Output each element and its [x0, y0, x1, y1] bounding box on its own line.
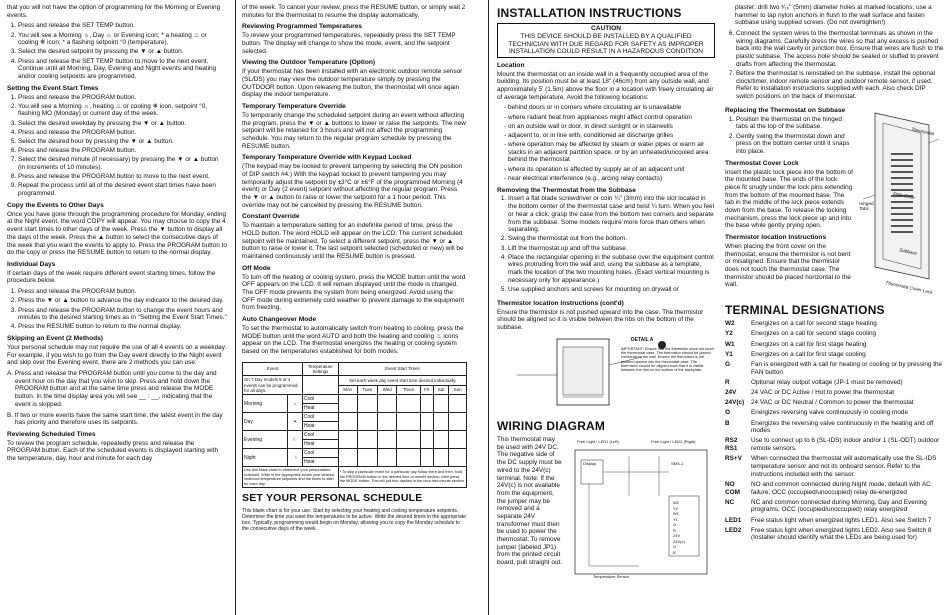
terminal-row	[725, 481, 945, 496]
terminal-description: Free status light when energized lights LED1. Also see Switch 7	[751, 516, 932, 524]
table-cell[interactable]	[449, 449, 467, 467]
section-heading: Removing the Thermostat from the Subbase	[497, 186, 636, 194]
terminal-label: G	[673, 522, 677, 528]
list-item: 7. Select the desired minute (if necessary) by pressing the ▼ or ▲ button (in increments of 10 minutes).	[18, 156, 227, 171]
paragraph: plaster; drill two ³⁄₁₆" (5mm) diameter holes at marked locations; use a hammer to tap nylon anchors in flush to the wall surface and fasten subbase using supplied screws. (Do not overtighten!)	[735, 4, 932, 27]
terminal-key: Y1	[725, 350, 733, 358]
intro-text: that you will not have the option of programming for the Morning or Evening events.	[7, 4, 221, 19]
section-heading: Reviewing Programmed Temperatures	[242, 23, 363, 31]
list-item: 3. Lift the thermostat up and off the subbase.	[508, 245, 715, 253]
wiring-text: This thermostat may be used with 24V DC. The negative side of the DC supply must be wired to the 24V(c) terminal. Note: If the 24V(c) is not available from the equipment, the jumper may be removed and a separate 24V transformer must then be used to power the thermostat. To remove jumper (labeled JP1) from the printed circuit board, pull straight out.	[497, 436, 563, 567]
column-4	[725, 4, 945, 612]
detail-text: IMPORTANT: Ensure that the thermistor does not touch the thermostat case. The thermistor should be placed horizontal to the wall. Ensure the thermistor is not pushed upward into the thermostat case. The thermistor should be aligned such that it is visible between the ribs on the bottom of the backplate.	[621, 346, 715, 373]
table-cell: Cool	[302, 413, 338, 422]
table-footnote: Use this blank chart to determine your personalized schedule. Write in the appropriate boxes your desired heat/cool temperature setpoints and the times to start for each day.	[243, 467, 339, 488]
list-item: 4. Press and release the SET TEMP button to move to the next event. Continue until all Morning, Day, Evening and Night events and heating and/or cooling setpoints are programmed.	[18, 58, 227, 81]
paragraph: To maintain a temperature setting for an indefinite period of time, press the HOLD button. The word HOLD will appear on the LCD. The current scheduled setpoint will be maintained. To select a different setpoint, press the ▼ or ▲ button to raise or lower it. The last setpoint selected (scheduled or new) will be maintained continuously until the RESUME button is pressed.	[242, 222, 464, 261]
terminal-label: W1	[673, 511, 679, 517]
terminal-key: 24V	[725, 388, 737, 396]
terminal-label: 24V	[673, 533, 681, 539]
terminal-label: R	[673, 527, 676, 533]
list-item: 2. Press the ▼ or ▲ button to advance the day indicator to the desired day.	[18, 297, 227, 305]
detail-a-figure	[497, 335, 715, 417]
paragraph: When placing the front cover on the thermostat, ensure the thermistor is not bent or misaligned. Ensure that the thermistor does not touch the thermostat case. The thermistor should be placed horizontal to the wall.	[725, 242, 851, 289]
section-heading: Temporary Temperature Override	[242, 103, 346, 110]
section-heading: Auto Changeover Mode	[242, 316, 316, 324]
terminal-description: When connected the thermostat will automatically use the SL-IDS temperature sensor and not its onboard sensor. Refer to the instructions included with the sensor.	[751, 455, 937, 478]
start-time-steps	[7, 94, 227, 198]
table-note: Set each week day event start time desired individually	[338, 376, 466, 385]
day-header: Fri	[420, 385, 433, 394]
terminal-row	[725, 379, 945, 387]
paragraph: Your personal schedule may not require the use of all 4 events on a weekday. For example, if you wish to go from the Day event directly to the Night event and skip over the Evening event, there are 2 methods you can use:	[7, 344, 227, 367]
day-header: Wed	[378, 385, 397, 394]
table-cell[interactable]	[420, 413, 433, 431]
table-header: Event	[243, 362, 303, 376]
list-item: 1. Press and release the PROGRAM button.	[18, 288, 227, 296]
terminal-label: W2	[673, 500, 679, 506]
list-item: 4. Press and release the PROGRAM button.	[18, 129, 227, 137]
terminal-description: Energizes reversing valve continuously in cooling mode	[751, 409, 909, 417]
day-header: Tues	[357, 385, 377, 394]
paragraph: To set the thermostat to automatically switch from heating to cooling, press the MODE button until the word AUTO and both the heating and cooling ♨ icons appear on the LCD. The thermostat energizes the heating or cooling system based on the temperatures established for both modes.	[242, 324, 464, 356]
table-cell[interactable]	[357, 431, 377, 449]
terminal-label: 24V(c)	[673, 538, 685, 544]
event-name: Evening	[243, 431, 288, 449]
paragraph: Ensure the thermistor is not pushed upward into the case. The thermistor should be aligned so it is visible between the ribs on the bottom of the subbase.	[497, 308, 704, 331]
list-item: 9. Repeat the process until all of the desired event start times have been programmed.	[18, 182, 227, 197]
terminal-row	[725, 361, 945, 376]
paragraph: A. Press and release the PROGRAM button until you come to the day and event hour on the day that you wish to skip. Press and hold down the PROGRAM button and at the same time press and release the MODE button. In the time display area you will see __ : __, indicating that the event is skipped.	[7, 370, 217, 408]
list-item: 6. Press and release the PROGRAM button.	[18, 147, 227, 155]
table-cell[interactable]	[449, 395, 467, 413]
section-heading: Off Mode	[242, 264, 271, 272]
list-item: 5. Use supplied anchors and screws for mounting on drywall or	[508, 286, 715, 294]
terminal-label: O	[673, 544, 677, 550]
terminal-description: Fan is energized with a call for heating or cooling or by pressing the FAN button	[751, 360, 943, 376]
paragraph: If certain days of the week require different event starting times, follow the procedure below.	[7, 269, 216, 285]
paragraph: of the week. To cancel your review, press the RESUME button, or simply wait 2 minutes for the thermostat to resume the display automatically.	[242, 4, 466, 19]
table-cell[interactable]	[433, 395, 449, 413]
terminal-key: NC	[725, 498, 735, 506]
section-heading: Constant Override	[242, 213, 300, 221]
table-cell: Heat	[302, 404, 338, 413]
terminal-row	[725, 455, 945, 478]
list-item: 7. Before the thermostat is reinstalled on the subbase, install the optional clock/timer, indoor remote sensor and outdoor remote sensor, if used. Refer to installation instructions supplied with each. Also check DIP switch positions on the back of thermostat.	[736, 70, 945, 101]
diagram-label: SMS-1	[671, 461, 684, 467]
list-item: 2. You will see a Morning ☼, heating ♨ or cooling ❄ icon, setpoint °0, flashing MO (Monday) or current day of the week.	[18, 103, 227, 118]
terminal-key: RS+V	[725, 455, 742, 463]
section-title: INSTALLATION INSTRUCTIONS	[497, 6, 682, 20]
paragraph: To review your programmed temperatures, repeatedly press the SET TEMP button. The display will change to show the mode, event, and the setpoint selected.	[242, 32, 456, 55]
diagram-label: Display	[583, 461, 597, 467]
section-heading: Thermostat Cover Lock	[725, 159, 799, 167]
section-heading: Temporary Temperature Override with Keypad Locked	[242, 154, 412, 162]
list-item: 2. Gently swing the thermostat down and press on the bottom center until it snaps into place.	[736, 133, 853, 156]
table-cell[interactable]	[433, 413, 449, 431]
caution-title: CAUTION	[590, 25, 622, 33]
terminal-row	[725, 341, 945, 349]
terminal-description: Energizes on a call for second stage cooling	[751, 330, 877, 338]
install-steps	[725, 30, 945, 101]
event-name: Morning	[243, 395, 288, 413]
terminal-description: 24 VAC or DC Neutral / Common to power the thermostat	[751, 399, 914, 407]
subbase-figure	[859, 103, 945, 301]
column-1	[7, 4, 227, 612]
avoid-list	[497, 104, 715, 182]
sun-icon: ☀	[287, 413, 302, 431]
table-cell: Heat	[302, 440, 338, 449]
table-cell	[302, 376, 338, 395]
caution-text: THIS DEVICE SHOULD BE INSTALLED BY A QUALIFIED TECHNICIAN WITH DUE REGARD FOR SAFETY AS IMPROPER INSTALLATION COULD RESULT IN A HAZARDOUS CONDITION	[508, 32, 704, 56]
list-item: 5. Select the desired hour by pressing the ▼ or ▲ button.	[18, 138, 227, 146]
wiring-section	[497, 436, 715, 606]
table-cell[interactable]	[338, 413, 357, 431]
list-item: 1. Press and release the PROGRAM button.	[18, 94, 227, 102]
column-divider	[488, 0, 489, 615]
terminal-label: Y2	[673, 505, 678, 511]
section-heading: Individual Days	[7, 260, 56, 268]
list-item: 8. Press and release the PROGRAM button to move to the next event.	[18, 173, 227, 181]
diagram-label: Temperature Sensor	[593, 574, 630, 580]
table-cell[interactable]	[420, 431, 433, 449]
table-cell: Cool	[302, 395, 338, 404]
terminal-key: NO COM	[725, 480, 740, 496]
section-heading: Setting the Event Start Times	[7, 84, 99, 92]
table-header: Temperature Settings	[302, 362, 338, 376]
paragraph: Once you have gone through the programming procedure for Monday, ending at the Night event, the word COPY will appear. You may choose to copy the 4 event start times to other days of the week. Press the ▼ button to display all the days of the week. Press the ▲ button to select the consecutive days of the week that you want the events to apply to. Press the PROGRAM button to do the copy or press the RESUME button to return to the normal display.	[7, 210, 227, 257]
terminal-row	[725, 517, 945, 525]
removing-steps	[497, 195, 715, 293]
schedule-table	[242, 362, 467, 489]
terminal-list	[725, 320, 945, 542]
list-item: 4. Press the RESUME button to return to the normal display.	[18, 323, 227, 331]
list-item: 3. Press and release the PROGRAM button to change the event hours and minutes to the desired starting times as in "Setting the Event Start Times."	[18, 307, 227, 322]
table-cell[interactable]	[338, 395, 357, 413]
day-header: Sun	[449, 385, 467, 394]
list-item: 1. Insert a flat blade screwdriver or coin ¼" (3mm) into the slot located in the bottom center of the thermostat case and twist ¼ turn. When you feel or hear a click, grasp the case from the bottom two corners and separate from the subbase. Some models require more force than others when separating.	[508, 195, 715, 233]
table-note: On 7 Day models 5 or 4 events can be programmed for all days.	[243, 376, 303, 395]
diagram-label: Free Light / LED2 (Right)	[651, 439, 696, 445]
section-heading: Replacing the Thermostat on Subbase	[725, 106, 846, 114]
terminal-row	[725, 409, 945, 417]
table-cell: Heat	[302, 422, 338, 431]
section-title: WIRING DIAGRAM	[497, 418, 606, 433]
table-cell[interactable]	[338, 431, 357, 449]
table-footnote: * To skip a particular event for a particular day follow the ♦ and then, hold the PROGRAM button in the desired time or minute section, then press the MODE button. This will put four dashes in the hour and minute section.	[338, 467, 466, 488]
paragraph: To turn off the heating or cooling system, press the MODE button until the word OFF appears on the LCD. It will remain displayed until the mode is changed. The OFF mode prevents the system from being energized. Avoid using the OFF mode during extremely cold weather to prevent damage to the equipment from freezing.	[242, 273, 466, 312]
replace-section	[725, 103, 945, 301]
day-header: Sat	[433, 385, 449, 394]
replace-steps	[725, 116, 853, 156]
table-cell: Heat	[302, 458, 338, 467]
terminal-key: RS2 RS1	[725, 437, 738, 453]
table-cell[interactable]	[357, 449, 377, 467]
list-item: - behind doors or in corners where circulating air is unavailable	[508, 104, 715, 112]
paragraph: To temporarily change the scheduled setpoint during an event without affecting the program, press the ▼ or ▲ buttons to lower or raise the setpoints. The new setpoint will be retained for 3 hours and will not affect the programming schedule. You may return to the regular program schedule by pressing the RESUME button.	[242, 111, 466, 150]
list-item: - where operation may be affected by steam or water pipes or warm air stacks in an adjacent partition space, or by an unheated/uncooled area behind the thermostat	[508, 141, 715, 164]
table-cell[interactable]	[433, 449, 449, 467]
individual-steps	[7, 288, 227, 331]
list-item: 3. Select the desired setpoint by pressing the ▼ or ▲ button.	[18, 48, 227, 56]
column-3	[497, 4, 715, 612]
event-name: Night	[243, 449, 288, 467]
figure-label: Thermostat	[910, 126, 935, 137]
terminal-list	[673, 500, 685, 555]
table-cell[interactable]	[378, 413, 397, 431]
table-cell[interactable]	[397, 449, 420, 467]
wiring-diagram	[569, 436, 715, 586]
paragraph: B. If two or more events have the same start time, the latest event in the day has priority and therefore uses its setpoints.	[7, 411, 223, 427]
column-divider	[235, 0, 236, 615]
terminal-row	[725, 320, 945, 328]
table-cell[interactable]	[420, 395, 433, 413]
section-heading: Reviewing Scheduled Times	[7, 430, 96, 438]
list-item: - on an outside wall or door, in direct sunlight or in stairwells	[508, 123, 715, 131]
moon-icon: ☽	[287, 449, 302, 467]
list-item: 2. Swing the thermostat out from the bottom.	[508, 235, 715, 243]
terminal-description: Energizes on a call for first stage heating	[751, 340, 867, 348]
terminal-key: W2	[725, 320, 735, 328]
section-title: TERMINAL DESIGNATIONS	[725, 302, 885, 317]
terminal-key: Y2	[725, 330, 733, 338]
section-heading: Skipping an Event (2 Methods)	[7, 335, 103, 343]
terminal-row	[725, 389, 945, 397]
list-item: 4. Place the rectangular opening in the subbase over the equipment control wires protruding from the wall and, using the subbase as a template, mark the location of the two mounting holes. (Exact vertical mounting is necessary only for appearance.)	[508, 254, 715, 285]
section-heading: Copy the Events to Other Days	[7, 201, 104, 209]
paragraph: To review the program schedule, repeatedly press and release the PROGRAM button. Each of the scheduled events is displayed starting with the temperature, day, hour and minute for each day	[7, 439, 219, 463]
terminal-description: Energizes on a call for second stage heating	[751, 320, 877, 328]
terminal-key: O	[725, 409, 730, 417]
section-heading: Thermistor location Instructions (cont'd)	[497, 299, 624, 307]
table-cell[interactable]	[378, 431, 397, 449]
table-header: Event Start Times	[338, 362, 466, 376]
table-cell[interactable]	[397, 431, 420, 449]
terminal-row	[725, 330, 945, 338]
table-cell: Cool	[302, 431, 338, 440]
table-cell[interactable]	[378, 449, 397, 467]
terminal-description: Energizes the reversing valve continuously in the heating and off modes	[751, 419, 934, 435]
list-item: 3. Select the desired weekday by pressing the ▼ or ▲ button.	[18, 120, 227, 128]
day-header: Mon	[338, 385, 357, 394]
day-header: Thurs	[397, 385, 420, 394]
section-heading: Viewing the Outdoor Temperature (Option)	[242, 59, 376, 67]
figure-label: Date Code	[892, 190, 916, 200]
terminal-description: Optional relay output voltage (JP-1 must be removed)	[751, 378, 903, 386]
paragraph: Insert the plastic lock piece into the bottom of the mounted base. The ends of the lock piece fit snugly under the lock pins extending from the bottom of the mounted base. The tab in the middle of the lock piece extends down from the base. To release the locking mechanism, press the lock piece up and into the base while gently prying open.	[725, 168, 853, 230]
diagram-label: Free Light / LED1 (Left)	[577, 439, 619, 445]
table-cell[interactable]	[420, 449, 433, 467]
terminal-key: LED2	[725, 526, 742, 534]
terminal-key: G	[725, 360, 730, 368]
terminal-row	[725, 420, 945, 435]
section-title: SET YOUR PERSONAL SCHEDULE	[242, 492, 423, 505]
table-cell[interactable]	[397, 413, 420, 431]
list-item: - near electrical interference (e.g., arcing relay contacts)	[508, 175, 715, 183]
figure-label: Subbase	[898, 246, 918, 256]
terminal-key: B	[725, 419, 730, 427]
terminal-description: Free status light when energized lights LED2. Also see Switch 8 (Installer should identify what the LEDs are being used for)	[751, 526, 932, 542]
terminal-row	[725, 527, 945, 542]
list-item: - where radiant heat from appliances might affect control operation	[508, 114, 715, 122]
table-cell[interactable]	[449, 413, 467, 431]
paragraph: (The keypad may be locked to prevent tampering by selecting the ON position of DIP switch #4.) With the keypad locked to prevent tampering you may temporarily adjust the setpoint by ±3°C or ±6°F of the programmed Morning (4 event) or Day (2 event) setpoint without affecting the regular program. Press the ▼ or ▲ button to raise or lower the setpoint for a 1 hour period. This override may not be cancelled by pressing the RESUME button.	[242, 163, 463, 209]
terminal-description: NO and common connected during Night mode, default with AC failure, OCC (occupied/unoccupied) relay de-energized	[751, 480, 931, 496]
terminal-description: 24 VAC or DC Active / Hot to power the thermostat	[751, 388, 895, 396]
terminal-description: Use to connect up to 6 (SL-IDS) indoor and/or 1 (SL-ODT) outdoor remote sensors.	[751, 437, 940, 453]
list-item: 6. Connect the system wires to the thermostat terminals as shown in the wiring diagrams. Carefully dress the wires so that any excess is pushed back into the wall cavity or junction box. Ensure that wires are flush to the plastic subbase. The access hole should be sealed or stuffed to prevent drafts from affecting the thermostat.	[736, 30, 945, 68]
paragraph: If your thermostat has been installed with an electronic outdoor remote sensor (SL/DS) you may view the outdoor temperature simply by pressing the OUTDOOR button. Upon releasing the button, the thermostat will once again display the indoor temperature.	[242, 68, 463, 99]
table-cell[interactable]	[397, 395, 420, 413]
table-cell[interactable]	[357, 413, 377, 431]
terminal-row	[725, 437, 945, 452]
table-cell[interactable]	[378, 395, 397, 413]
list-item: - where its operation is affected by supply air of an adjacent unit	[508, 166, 715, 174]
detail-label: DETAIL A	[631, 336, 654, 343]
list-item: 1. Position the thermostat on the hinged tabs at the top of the subbase.	[736, 116, 853, 131]
table-cell: Cool	[302, 449, 338, 458]
terminal-key: R	[725, 378, 730, 386]
table-cell[interactable]	[338, 449, 357, 467]
paragraph: This blank chart is for your use. Start by selecting your heating and cooling temperature setpoints. Determine the time you want the temperatures to be active. Write the desired times in the appropriate box. Typically, programming would begin on Monday, allowing you to copy the Monday schedule to the consecutive days of the week.	[242, 507, 466, 532]
table-cell[interactable]	[357, 395, 377, 413]
moon-icon: ☾	[287, 431, 302, 449]
list-item: - adjacent to, or in line with, conditioned air discharge grilles	[508, 132, 715, 140]
terminal-description: NC and common connected during Morning, Day and Evening programs, OCC (occupied/unoccupied) relay energized	[751, 498, 927, 514]
section-heading: Location	[497, 61, 525, 69]
event-name: Day	[243, 413, 288, 431]
table-cell[interactable]	[433, 431, 449, 449]
list-item: 1. Press and release the SET TEMP button.	[18, 22, 227, 30]
figure-label: Hinged Tabs	[859, 200, 874, 212]
terminal-key: 24V(c)	[725, 399, 745, 407]
terminal-label: Y1	[673, 516, 678, 522]
section-heading: Thermistor location Instructions	[725, 234, 827, 241]
terminal-description: Energizes on a call for first stage cooling	[751, 350, 866, 358]
terminal-key: LED1	[725, 516, 742, 524]
terminal-row	[725, 499, 945, 514]
caution-box	[497, 23, 715, 57]
terminal-key: W1	[725, 340, 735, 348]
set-temp-steps	[7, 22, 227, 80]
figure-label: Thermostat Cover Lock	[885, 279, 933, 295]
wiring-diagram-drawing	[569, 436, 715, 586]
column-2	[242, 4, 467, 612]
table-cell[interactable]	[449, 431, 467, 449]
terminal-label: B	[673, 549, 676, 555]
terminal-row	[725, 399, 945, 407]
paragraph: Mount the thermostat on an inside wall in a frequently occupied area of the building. Its position must be at least 18" (46cm) from any outside wall, and approximately 5' (1.5m) above the floor in a location with freely circulating air of average temperature. Avoid the following locations:	[497, 70, 714, 101]
sun-icon: ☼	[287, 395, 302, 413]
terminal-row	[725, 351, 945, 359]
list-item: 2. You will see a Morning ☼, Day ☼ or Evening icon; * a heating ♨ or cooling ❄ icon; * a flashing setpoint °0 (temperature).	[18, 32, 227, 47]
